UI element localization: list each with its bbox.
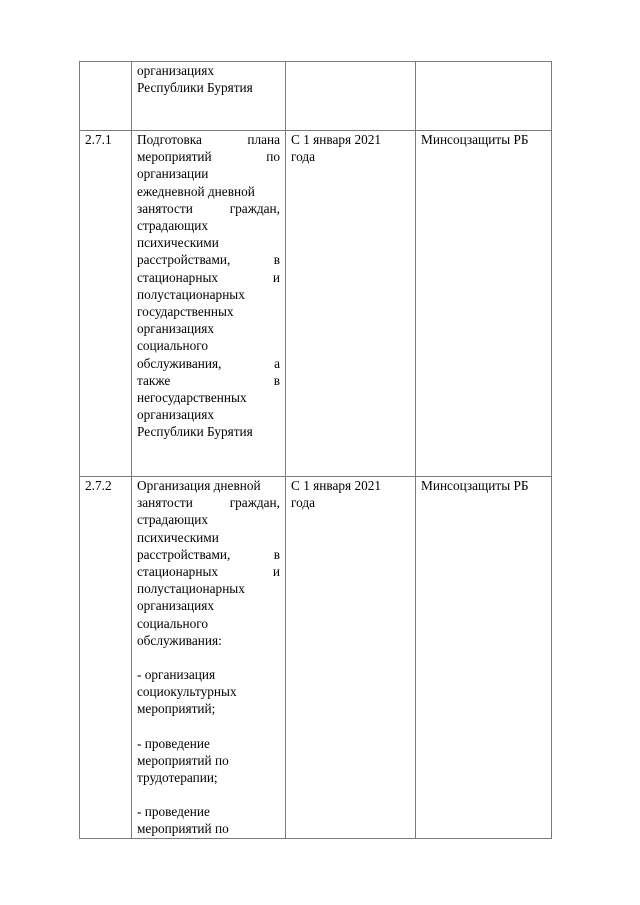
word: Подготовка [137, 132, 202, 147]
word: граждан, [229, 200, 280, 216]
blank-line [137, 649, 280, 666]
text-line: Республики Бурятия [137, 80, 253, 96]
blank-line [137, 718, 280, 735]
word: также [137, 372, 171, 388]
word: занятости [137, 495, 193, 511]
text-line: Организация дневной [137, 478, 261, 493]
executor-cell [416, 62, 552, 131]
text-line: социального [137, 338, 209, 354]
executor-cell: Минсоцзащиты РБ [416, 131, 552, 477]
term-cell [286, 131, 416, 477]
bullet-line: мероприятий; [137, 701, 216, 717]
measure-text [132, 62, 286, 131]
text-line: С 1 января 2021 [291, 132, 382, 147]
text-line: страдающих [137, 512, 209, 528]
text-line: организациях [137, 407, 215, 423]
text-line: года [291, 495, 316, 511]
text-line: полустационарных [137, 581, 245, 597]
text-line: психическими [137, 235, 219, 251]
text-line: организациях [137, 63, 215, 78]
row-number: 2.7.2 [80, 477, 132, 839]
bullet-line: - организация [137, 667, 216, 683]
word: плана [247, 132, 280, 147]
text-line: года [291, 149, 316, 165]
term-cell [286, 477, 416, 839]
word: и [272, 269, 280, 285]
word: граждан, [229, 495, 280, 511]
bullet-line: мероприятий по [137, 821, 229, 837]
blank-line [137, 786, 280, 803]
table-row [80, 62, 552, 131]
word: стационарных [137, 269, 219, 285]
bullet-line: социокультурных [137, 684, 237, 700]
text-line: ежедневной дневной [137, 183, 255, 199]
text-line: обслуживания: [137, 632, 222, 648]
text-line: организации [137, 166, 209, 182]
measures-table [79, 61, 552, 839]
bullet-line: - проведение [137, 804, 210, 820]
word: по [266, 149, 280, 165]
text-line: негосударственных [137, 390, 247, 406]
word: расстройствами, [137, 546, 231, 562]
measure-text [132, 131, 286, 477]
text-line: Республики Бурятия [137, 424, 253, 440]
table-row [80, 477, 552, 839]
row-number: 2.7.1 [80, 131, 132, 477]
text-line: полустационарных [137, 286, 245, 302]
table-row [80, 131, 552, 477]
text-line: организациях [137, 598, 215, 614]
word: стационарных [137, 564, 219, 580]
word: в [273, 252, 280, 268]
bullet-line: трудотерапии; [137, 770, 218, 786]
text-line: социального [137, 615, 209, 631]
text-line: организациях [137, 321, 215, 337]
term-cell [286, 62, 416, 131]
bullet-line: - проведение [137, 735, 210, 751]
text-line: страдающих [137, 218, 209, 234]
word: занятости [137, 200, 193, 216]
text-line: государственных [137, 304, 234, 320]
word: расстройствами, [137, 252, 231, 268]
bullet-line: мероприятий по [137, 752, 229, 768]
word: в [273, 546, 280, 562]
word: и [272, 564, 280, 580]
measure-text [132, 477, 286, 839]
word: обслуживания, [137, 355, 222, 371]
text-line: психическими [137, 529, 219, 545]
word: мероприятий [137, 149, 212, 165]
executor-cell: Минсоцзащиты РБ [416, 477, 552, 839]
text-line: С 1 января 2021 [291, 478, 382, 493]
word: а [274, 355, 280, 371]
word: в [273, 372, 280, 388]
row-number [80, 62, 132, 131]
